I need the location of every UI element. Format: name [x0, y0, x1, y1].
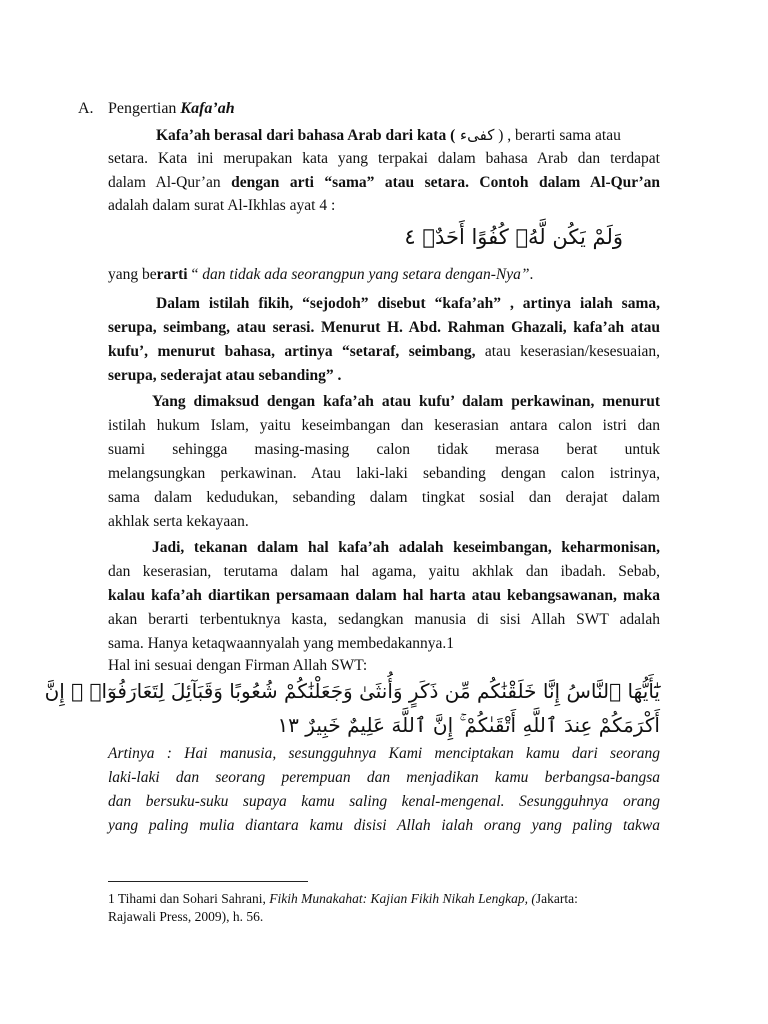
paragraph-4-line-2: istilah hukum Islam, yaitu keseimbangan dan keserasian antara calon istri dan [108, 417, 660, 434]
quran-verse-al-ikhlas-4: وَلَمْ يَكُن لَّهُۥ كُفُوًا أَحَدٌۢ ٤ [404, 225, 623, 249]
paragraph-4-line-4: melangsungkan perkawinan. Atau laki-laki sebanding dengan calon istrinya, [108, 465, 660, 482]
paragraph-4-line-5: sama dalam kedudukan, sebanding dalam tingkat sosial dan derajat dalam [108, 489, 660, 506]
paragraph-4-line-1: Yang dimaksud dengan kafa’ah atau kufu’ dalam perkawinan, menurut [152, 393, 660, 410]
footnote-line-2: Rajawali Press, 2009), h. 56. [108, 909, 264, 924]
translation-line-4: yang paling mulia diantara kamu disisi Allah ialah orang yang paling takwa [108, 817, 660, 834]
footnote-line-1: 1 Tihami dan Sohari Sahrani, Fikih Munakahat: Kajian Fikih Nikah Lengkap, (Jakarta: [108, 891, 578, 906]
translation-line-3: dan bersuku-suku supaya kamu saling kenal-mengenal. Sesungguhnya orang [108, 793, 660, 810]
paragraph-1-line-4: adalah dalam surat Al-Ikhlas ayat 4 : [108, 197, 336, 214]
paragraph-4-line-3: suami sehingga masing-masing calon tidak merasa berat untuk [108, 441, 660, 458]
paragraph-4-line-6: akhlak serta kekayaan. [108, 513, 249, 530]
quran-verse-al-hujurat-13-line-1: يَٰٓأَيُّهَا ٱلنَّاسُ إِنَّا خَلَقْنَٰكُم مِّن ذَكَرٍ وَأُنثَىٰ وَجَعَلْنَٰكُمْ شُعُوبًا وَقَبَآئِلَ لِتَعَارَفُوٓا۟ ۚ إِنَّ [44, 679, 660, 703]
translation-line-2: laki-laki dan seorang perempuan dan menjadikan kamu berbangsa-bangsa [108, 769, 660, 786]
quran-verse-al-hujurat-13-line-2: أَكْرَمَكُمْ عِندَ ٱللَّهِ أَتْقَىٰكُمْ ۚ إِنَّ ٱللَّهَ عَلِيمٌ خَبِيرٌ ١٣ [277, 713, 660, 737]
paragraph-5-line-2: dan keserasian, terutama dalam hal agama, yaitu akhlak dan ibadah. Sebab, [108, 563, 660, 580]
paragraph-3-line-1: Dalam istilah fikih, “sejodoh” disebut “kafa’ah” , artinya ialah sama, [156, 295, 660, 312]
footnote-divider [108, 881, 308, 882]
section-heading [78, 99, 235, 119]
paragraph-5-line-1: Jadi, tekanan dalam hal kafa’ah adalah keseimbangan, keharmonisan, [152, 539, 660, 556]
paragraph-3-line-4: serupa, sederajat atau sebanding” . [108, 367, 342, 384]
paragraph-1-line-3: dalam Al-Qur’an dengan arti “sama” atau setara. Contoh dalam Al-Qur’an [108, 174, 660, 191]
paragraph-1-line-1: Kafa’ah berasal dari bahasa Arab dari kata ( كفىء ) , berarti sama atau [156, 126, 621, 144]
paragraph-1-line-2: setara. Kata ini merupakan kata yang terpakai dalam bahasa Arab dan terdapat [108, 150, 660, 167]
paragraph-5-line-4: akan berarti terbentuknya kasta, sedangkan manusia di sisi Allah SWT adalah [108, 611, 660, 628]
translation-line-1: Artinya : Hai manusia, sesungguhnya Kami menciptakan kamu dari seorang [108, 745, 660, 762]
section-title-prefix: Pengertian [108, 100, 181, 117]
section-number: A. [78, 100, 94, 117]
paragraph-3-line-3: kufu’, menurut bahasa, artinya “setaraf, seimbang, atau keserasian/kesesuaian, [108, 343, 660, 360]
paragraph-2: yang berarti “ dan tidak ada seorangpun yang setara dengan-Nya”. [108, 266, 534, 283]
paragraph-3-line-2: serupa, seimbang, atau serasi. Menurut H. Abd. Rahman Ghazali, kafa’ah atau [108, 319, 660, 336]
paragraph-5-line-5: sama. Hanya ketaqwaannyalah yang membedakannya.1 [108, 635, 455, 652]
paragraph-6: Hal ini sesuai dengan Firman Allah SWT: [108, 657, 368, 674]
paragraph-5-line-3: kalau kafa’ah diartikan persamaan dalam hal harta atau kebangsawanan, maka [108, 587, 660, 604]
section-title-keyword: Kafa’ah [180, 100, 235, 117]
